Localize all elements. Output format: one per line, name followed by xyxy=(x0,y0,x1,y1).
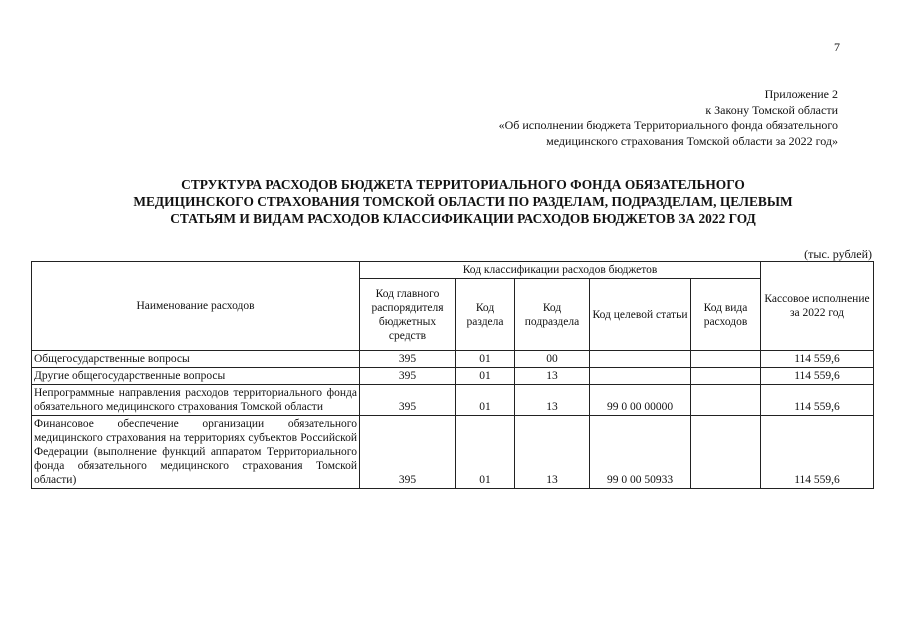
header-type: Код вида расходов xyxy=(691,279,761,351)
row-name: Общегосударственные вопросы xyxy=(32,351,360,368)
appendix-line-1: Приложение 2 xyxy=(764,87,838,101)
row-type xyxy=(691,351,761,368)
table-row xyxy=(32,385,874,416)
header-classification: Код классификации расходов бюджетов xyxy=(360,262,761,279)
appendix-line-2: к Закону Томской области xyxy=(705,102,838,117)
row-amount: 114 559,6 xyxy=(761,416,874,489)
row-subsection: 13 xyxy=(515,385,590,416)
row-section: 01 xyxy=(456,351,515,368)
document-title xyxy=(40,176,886,227)
appendix-line-4: медицинского страхования Томской области за 2022 год» xyxy=(546,133,838,148)
title-line-2: МЕДИЦИНСКОГО СТРАХОВАНИЯ ТОМСКОЙ ОБЛАСТИ ПО РАЗДЕЛАМ, ПОДРАЗДЕЛАМ, ЦЕЛЕВЫМ xyxy=(133,194,793,209)
header-name: Наименование расходов xyxy=(32,262,360,351)
appendix-line-3: «Об исполнении бюджета Территориального фонда обязательного xyxy=(498,118,838,132)
header-subsection: Код подраздела xyxy=(515,279,590,351)
row-target: 99 0 00 50933 xyxy=(590,416,691,489)
appendix-header xyxy=(398,87,838,149)
row-name: Финансовое обеспечение организации обязательного медицинского страхования на территориях субъектов Российской Федерации (выполнение функций аппаратом Территориального фонда обязательного медицинского страхования Томской области) xyxy=(32,416,360,489)
row-subsection: 13 xyxy=(515,416,590,489)
row-section: 01 xyxy=(456,385,515,416)
row-type xyxy=(691,385,761,416)
row-subsection: 00 xyxy=(515,351,590,368)
row-amount: 114 559,6 xyxy=(761,351,874,368)
row-subsection: 13 xyxy=(515,368,590,385)
row-grbs: 395 xyxy=(360,385,456,416)
row-amount: 114 559,6 xyxy=(761,385,874,416)
header-execution: Кассовое исполнение за 2022 год xyxy=(761,262,874,351)
row-section: 01 xyxy=(456,368,515,385)
title-line-1: СТРУКТУРА РАСХОДОВ БЮДЖЕТА ТЕРРИТОРИАЛЬНОГО ФОНДА ОБЯЗАТЕЛЬНОГО xyxy=(181,177,745,192)
row-type xyxy=(691,416,761,489)
page-number: 7 xyxy=(834,40,840,54)
table-row xyxy=(32,416,874,489)
table-row xyxy=(32,351,874,368)
header-section: Код раздела xyxy=(456,279,515,351)
row-target: 99 0 00 00000 xyxy=(590,385,691,416)
header-grbs: Код главного распорядителя бюджетных средств xyxy=(360,279,456,351)
budget-table xyxy=(31,261,874,489)
row-grbs: 395 xyxy=(360,368,456,385)
header-target: Код целевой статьи xyxy=(590,279,691,351)
unit-label: (тыс. рублей) xyxy=(804,247,872,261)
table-header-row xyxy=(32,262,874,279)
row-type xyxy=(691,368,761,385)
row-amount: 114 559,6 xyxy=(761,368,874,385)
row-name: Непрограммные направления расходов территориального фонда обязательного медицинского страхования Томской области xyxy=(32,385,360,416)
row-grbs: 395 xyxy=(360,351,456,368)
row-section: 01 xyxy=(456,416,515,489)
title-line-3: СТАТЬЯМ И ВИДАМ РАСХОДОВ КЛАССИФИКАЦИИ РАСХОДОВ БЮДЖЕТОВ ЗА 2022 ГОД xyxy=(170,211,756,226)
row-grbs: 395 xyxy=(360,416,456,489)
row-name: Другие общегосударственные вопросы xyxy=(32,368,360,385)
row-target xyxy=(590,368,691,385)
table-row xyxy=(32,368,874,385)
row-target xyxy=(590,351,691,368)
